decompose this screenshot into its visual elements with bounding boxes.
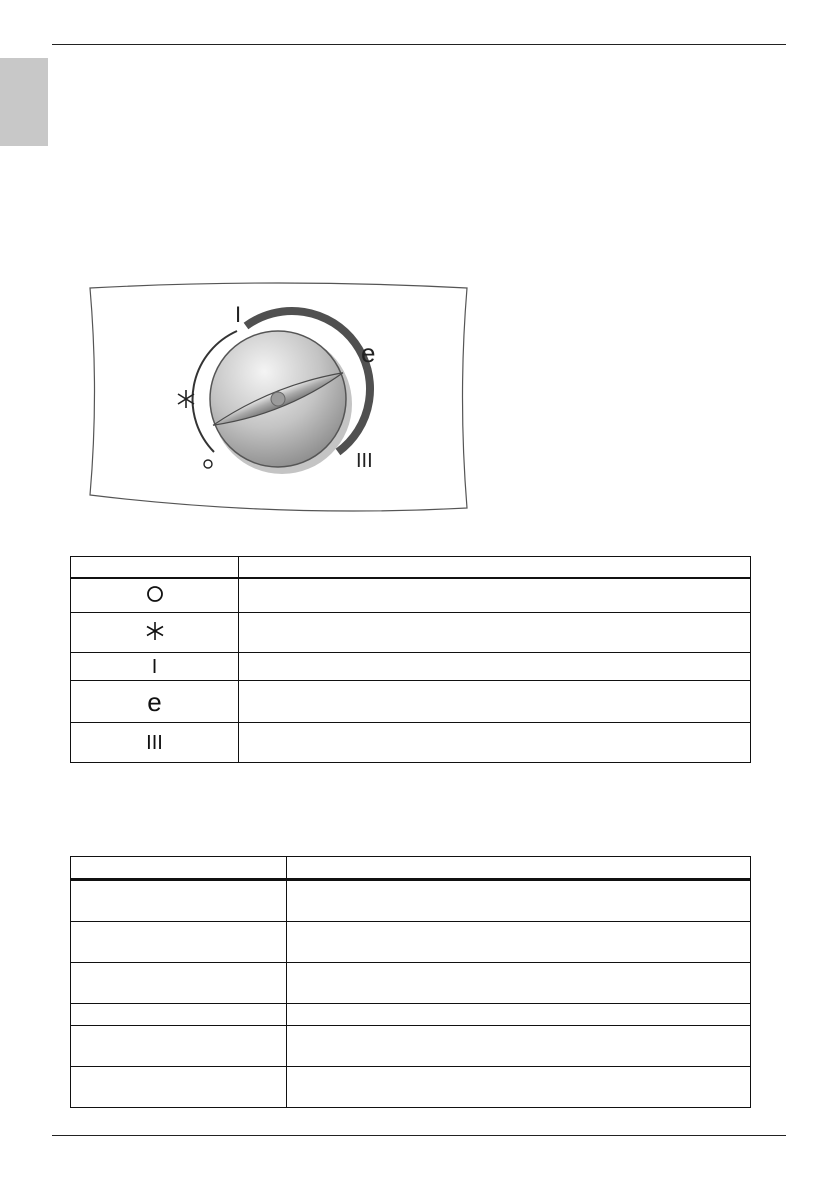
table-cell — [287, 963, 751, 1004]
table-cell — [71, 1067, 287, 1108]
table-row — [71, 1067, 751, 1108]
table-cell — [287, 1004, 751, 1026]
table-row — [71, 1004, 751, 1026]
settings-table-header-cell — [287, 857, 751, 880]
table-cell — [71, 1004, 287, 1026]
settings-table-header-cell — [71, 857, 287, 880]
table-row — [71, 681, 751, 723]
table-row — [71, 922, 751, 963]
circle-off-icon — [145, 584, 165, 608]
thermostat-dial-figure — [86, 282, 472, 514]
symbol-table-header — [71, 557, 751, 579]
symbol-cell: I — [71, 653, 239, 681]
table-row — [71, 613, 751, 653]
table-cell — [287, 1026, 751, 1067]
table-row — [71, 963, 751, 1004]
symbol-cell — [71, 578, 239, 613]
description-cell — [239, 613, 751, 653]
table-cell — [71, 880, 287, 922]
table-cell — [287, 880, 751, 922]
dial-label-top: I — [235, 302, 242, 327]
snowflake-icon — [144, 620, 166, 646]
symbol-cell — [71, 613, 239, 653]
table-cell — [287, 1067, 751, 1108]
symbol-table — [70, 556, 751, 763]
table-row — [71, 1026, 751, 1067]
description-cell — [239, 723, 751, 763]
description-cell — [239, 653, 751, 681]
footer-rule — [52, 1135, 786, 1136]
dial-off-icon — [204, 460, 212, 468]
symbol-table-header-cell — [71, 557, 239, 579]
table-cell — [71, 963, 287, 1004]
language-tab — [0, 58, 48, 146]
settings-table — [70, 856, 751, 1108]
table-row — [71, 723, 751, 763]
dial-label-right: e — [361, 338, 376, 368]
settings-table-header — [71, 857, 751, 880]
symbol-cell: e — [71, 681, 239, 723]
table-row — [71, 880, 751, 922]
table-cell — [287, 922, 751, 963]
table-cell — [71, 922, 287, 963]
header-rule — [52, 44, 786, 45]
table-row — [71, 653, 751, 681]
table-cell — [71, 1026, 287, 1067]
description-cell — [239, 681, 751, 723]
thermostat-dial-illustration — [86, 282, 472, 514]
description-cell — [239, 578, 751, 613]
table-row — [71, 578, 751, 613]
symbol-cell: III — [71, 723, 239, 763]
symbol-table-header-cell — [239, 557, 751, 579]
dial-label-bottom-right: III — [356, 450, 373, 472]
